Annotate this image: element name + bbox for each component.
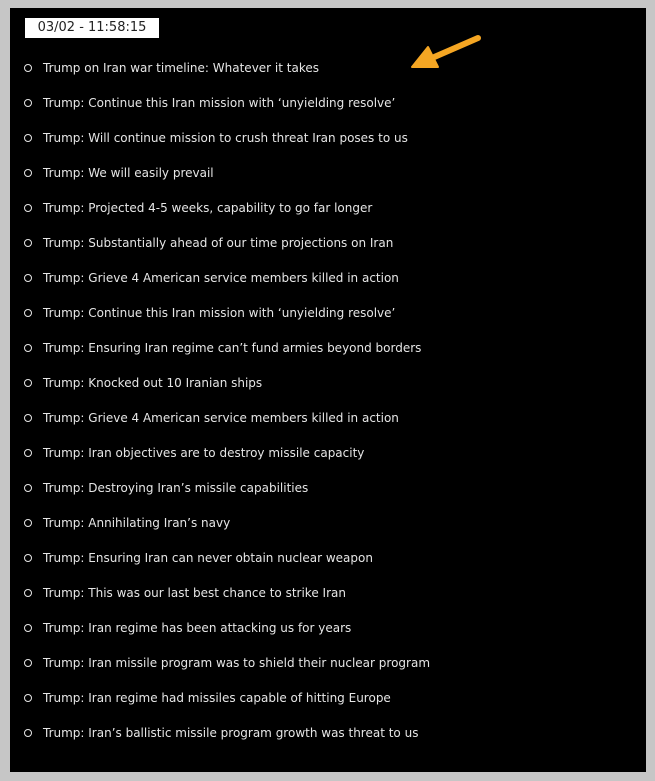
bullet-icon <box>24 379 32 387</box>
bullet-icon <box>24 344 32 352</box>
headline-text: Trump: Grieve 4 American service members killed in action <box>43 411 399 425</box>
headline-item <box>10 681 646 716</box>
bullet-icon <box>24 309 32 317</box>
timestamp-label: 03/02 - 11:58:15 <box>25 18 159 38</box>
headline-text: Trump: Iran’s ballistic missile program growth was threat to us <box>43 726 419 740</box>
bullet-icon <box>24 729 32 737</box>
bullet-icon <box>24 554 32 562</box>
headline-item <box>10 436 646 471</box>
bullet-icon <box>24 624 32 632</box>
bullet-icon <box>24 99 32 107</box>
headline-item <box>10 716 646 751</box>
bullet-icon <box>24 484 32 492</box>
headline-text: Trump: Continue this Iran mission with ‘unyielding resolve’ <box>43 96 396 110</box>
headline-text: Trump: Iran objectives are to destroy missile capacity <box>43 446 365 460</box>
bullet-icon <box>24 694 32 702</box>
headline-item <box>10 366 646 401</box>
headline-item <box>10 86 646 121</box>
headline-item <box>10 331 646 366</box>
bullet-icon <box>24 274 32 282</box>
headline-text: Trump: Will continue mission to crush threat Iran poses to us <box>43 131 408 145</box>
headline-text: Trump: Continue this Iran mission with ‘unyielding resolve’ <box>43 306 396 320</box>
bullet-icon <box>24 169 32 177</box>
bullet-icon <box>24 204 32 212</box>
bullet-icon <box>24 589 32 597</box>
bullet-icon <box>24 449 32 457</box>
headline-item <box>10 226 646 261</box>
headline-text: Trump: Ensuring Iran regime can’t fund armies beyond borders <box>43 341 422 355</box>
bullet-icon <box>24 414 32 422</box>
bullet-icon <box>24 134 32 142</box>
headline-text: Trump: Destroying Iran’s missile capabilities <box>43 481 309 495</box>
headline-item <box>10 401 646 436</box>
headline-text: Trump: Grieve 4 American service members killed in action <box>43 271 399 285</box>
arrow-icon <box>406 30 486 74</box>
headline-list <box>10 51 646 751</box>
headline-item <box>10 646 646 681</box>
bullet-icon <box>24 519 32 527</box>
headline-text: Trump: This was our last best chance to strike Iran <box>43 586 346 600</box>
headline-item <box>10 576 646 611</box>
news-feed-panel <box>10 8 646 772</box>
headline-item <box>10 506 646 541</box>
bullet-icon <box>24 64 32 72</box>
headline-text: Trump: Ensuring Iran can never obtain nuclear weapon <box>43 551 373 565</box>
headline-item <box>10 121 646 156</box>
headline-item <box>10 191 646 226</box>
headline-text: Trump: We will easily prevail <box>43 166 214 180</box>
headline-item <box>10 296 646 331</box>
bullet-icon <box>24 659 32 667</box>
headline-item <box>10 471 646 506</box>
headline-item <box>10 51 646 86</box>
headline-text: Trump: Iran regime has been attacking us for years <box>43 621 352 635</box>
headline-item <box>10 541 646 576</box>
headline-item <box>10 156 646 191</box>
headline-text: Trump: Iran regime had missiles capable of hitting Europe <box>43 691 391 705</box>
headline-text: Trump: Annihilating Iran’s navy <box>43 516 231 530</box>
headline-text: Trump: Iran missile program was to shield their nuclear program <box>43 656 431 670</box>
headline-text: Trump: Projected 4-5 weeks, capability to go far longer <box>43 201 373 215</box>
headline-item <box>10 611 646 646</box>
headline-text: Trump on Iran war timeline: Whatever it takes <box>43 61 319 75</box>
bullet-icon <box>24 239 32 247</box>
headline-text: Trump: Substantially ahead of our time projections on Iran <box>43 236 394 250</box>
headline-text: Trump: Knocked out 10 Iranian ships <box>43 376 263 390</box>
headline-item <box>10 261 646 296</box>
